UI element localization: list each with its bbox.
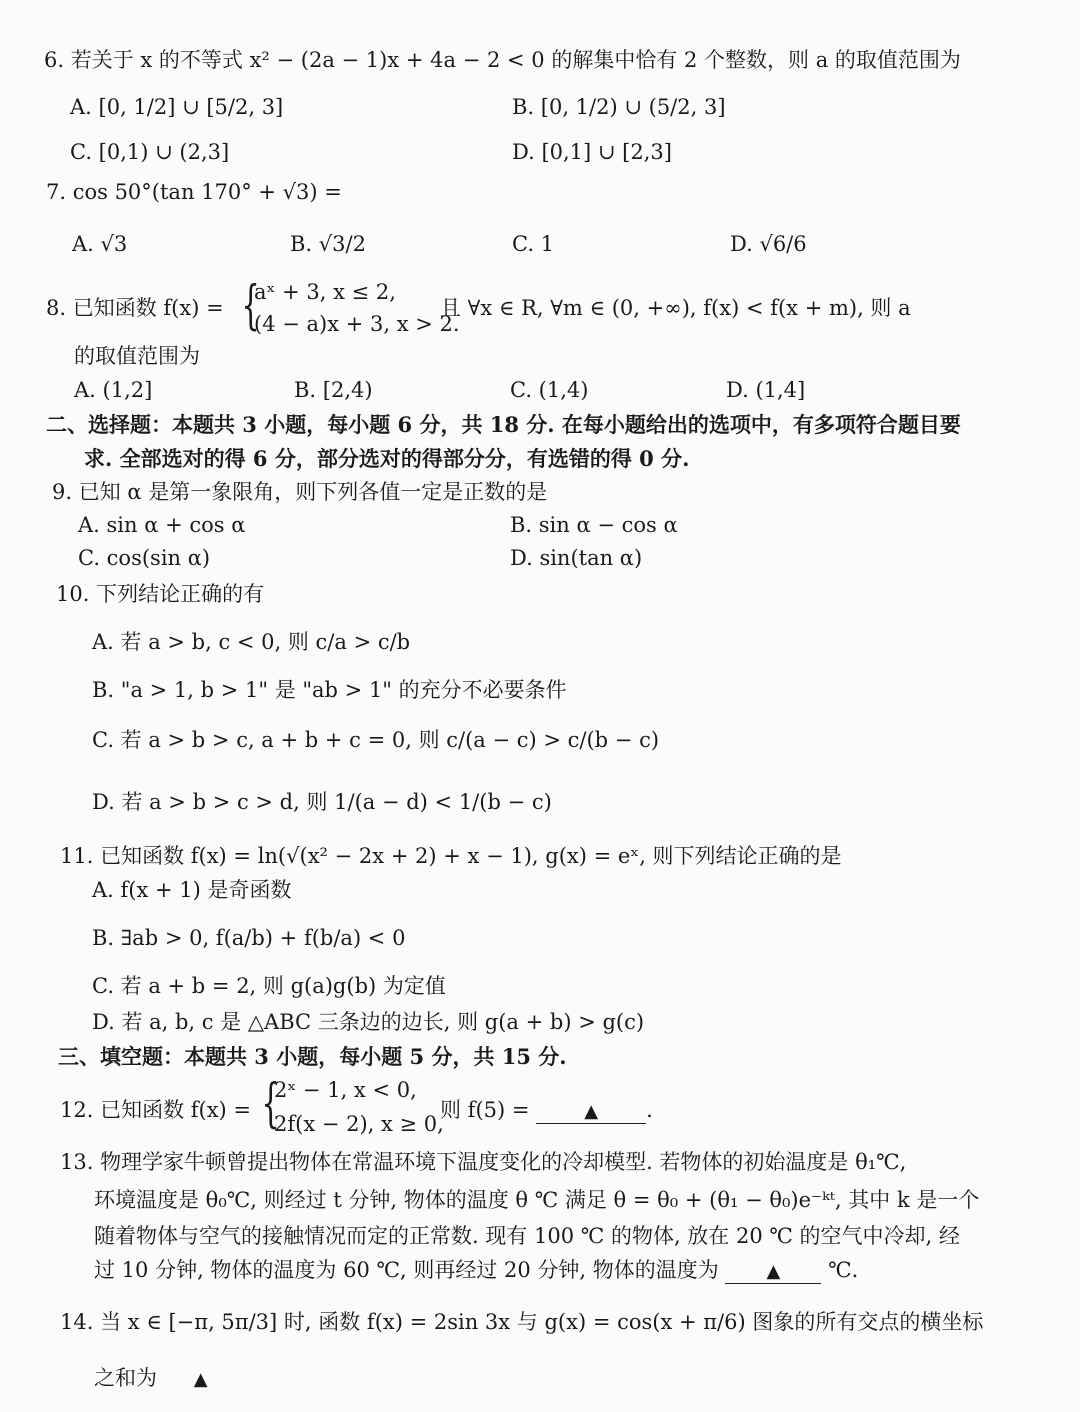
q6-option-a: A. [0, 1/2] ∪ [5/2, 3] <box>70 95 284 119</box>
q13-line-3: 随着物体与空气的接触情况而定的正常数. 现有 100 ℃ 的物体, 放在 20 ℃ 的空气中冷却, 经 <box>94 1224 960 1248</box>
q9-option-b: B. sin α − cos α <box>510 513 678 537</box>
q11-option-c: C. 若 a + b = 2, 则 g(a)g(b) 为定值 <box>92 974 446 998</box>
q8-option-b: B. [2,4) <box>294 378 373 402</box>
section-2-heading: 二、选择题：本题共 3 小题，每小题 6 分，共 18 分. 在每小题给出的选项中，有多项符合题目要 <box>46 412 961 437</box>
q9-stem: 9. 已知 α 是第一象限角，则下列各值一定是正数的是 <box>52 480 548 504</box>
q13-unit: ℃. <box>828 1258 859 1282</box>
q11-option-d: D. 若 a, b, c 是 △ABC 三条边的边长, 则 g(a + b) > g(c) <box>92 1010 645 1034</box>
q8-lead: 8. 已知函数 f(x) = <box>46 296 224 320</box>
q10-option-c: C. 若 a > b > c, a + b + c = 0, 则 c/(a − c) > c/(b − c) <box>92 728 660 752</box>
q14-line-2 <box>94 1366 208 1391</box>
q9-option-a: A. sin α + cos α <box>78 513 246 537</box>
q12-tail: 则 f(5) = <box>440 1098 530 1122</box>
q12-end: . <box>646 1098 653 1122</box>
q6-stem: 6. 若关于 x 的不等式 x² − (2a − 1)x + 4a − 2 < 0 的解集中恰有 2 个整数，则 a 的取值范围为 <box>44 48 961 72</box>
q10-option-a: A. 若 a > b, c < 0, 则 c/a > c/b <box>92 630 411 654</box>
section-2-heading-cont: 求. 全部选对的得 6 分，部分选对的得部分分，有选错的得 0 分. <box>84 446 690 471</box>
q8-option-c: C. (1,4) <box>510 378 589 402</box>
q8-case-1: aˣ + 3, x ≤ 2, <box>254 280 396 304</box>
q8-tail: 且 ∀x ∈ R, ∀m ∈ (0, +∞), f(x) < f(x + m), 则 a <box>440 296 911 320</box>
q12-answer-blank <box>536 1098 646 1124</box>
q7-option-c: C. 1 <box>512 232 555 256</box>
q6-option-c: C. [0,1) ∪ (2,3] <box>70 140 230 164</box>
q11-option-a: A. f(x + 1) 是奇函数 <box>92 878 292 902</box>
q7-option-b: B. √3/2 <box>290 232 366 256</box>
q8-option-a: A. (1,2] <box>74 378 153 402</box>
q12-brace: { <box>261 1074 280 1134</box>
section-3-heading: 三、填空题：本题共 3 小题，每小题 5 分，共 15 分. <box>58 1044 567 1069</box>
q8-option-d: D. (1,4] <box>726 378 806 402</box>
q13-line-1: 13. 物理学家牛顿曾提出物体在常温环境下温度变化的冷却模型. 若物体的初始温度是 θ₁℃, <box>60 1150 907 1174</box>
q14-answer-marker: ▲ <box>193 1369 208 1390</box>
q8-continuation: 的取值范围为 <box>74 344 200 368</box>
q6-option-b: B. [0, 1/2) ∪ (5/2, 3] <box>512 95 726 119</box>
q13-line-4 <box>94 1258 858 1284</box>
q12-answer-line <box>440 1098 653 1124</box>
q10-option-d: D. 若 a > b > c > d, 则 1/(a − d) < 1/(b − c) <box>92 790 552 814</box>
q7-option-d: D. √6/6 <box>730 232 807 256</box>
q12-lead: 12. 已知函数 f(x) = <box>60 1098 252 1122</box>
q11-stem: 11. 已知函数 f(x) = ln(√(x² − 2x + 2) + x − 1), g(x) = eˣ, 则下列结论正确的是 <box>60 844 842 868</box>
q13-line-4-text: 过 10 分钟, 物体的温度为 60 ℃, 则再经过 20 分钟, 物体的温度为 <box>94 1258 719 1282</box>
q13-answer-blank <box>725 1258 821 1284</box>
q7-stem: 7. cos 50°(tan 170° + √3) = <box>46 180 342 204</box>
q6-option-d: D. [0,1] ∪ [2,3] <box>512 140 672 164</box>
q11-option-b: B. ∃ab > 0, f(a/b) + f(b/a) < 0 <box>92 926 406 950</box>
q14-line-1: 14. 当 x ∈ [−π, 5π/3] 时, 函数 f(x) = 2sin 3x 与 g(x) = cos(x + π/6) 图象的所有交点的横坐标 <box>60 1310 984 1334</box>
q10-stem: 10. 下列结论正确的有 <box>56 582 265 606</box>
q14-line-2-text: 之和为 <box>94 1366 157 1390</box>
q12-answer-marker: ▲ <box>584 1101 599 1122</box>
q12-case-2: 2f(x − 2), x ≥ 0, <box>274 1112 444 1136</box>
q10-option-b: B. "a > 1, b > 1" 是 "ab > 1" 的充分不必要条件 <box>92 678 567 702</box>
q9-option-c: C. cos(sin α) <box>78 546 211 570</box>
q12-case-1: 2ˣ − 1, x < 0, <box>274 1078 417 1102</box>
q9-option-d: D. sin(tan α) <box>510 546 643 570</box>
q13-line-2: 环境温度是 θ₀℃, 则经过 t 分钟, 物体的温度 θ ℃ 满足 θ = θ₀ + (θ₁ − θ₀)e⁻ᵏᵗ, 其中 k 是一个 <box>94 1188 980 1212</box>
q8-case-2: (4 − a)x + 3, x > 2. <box>254 312 460 336</box>
q13-answer-marker: ▲ <box>766 1261 781 1282</box>
q7-option-a: A. √3 <box>72 232 128 256</box>
q8-brace: { <box>241 276 260 336</box>
